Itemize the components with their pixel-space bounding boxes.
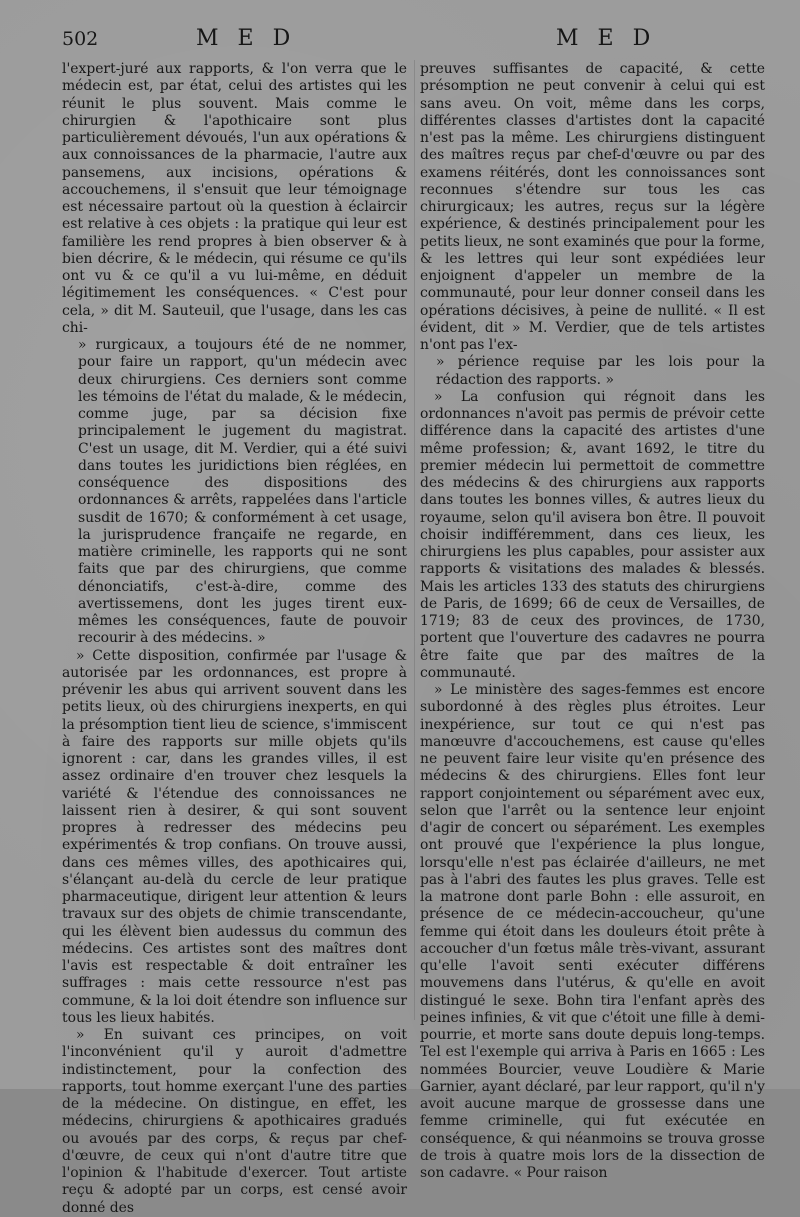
left-column [62,61,407,1216]
right-column [420,61,765,1181]
running-title-left: M E D [196,26,297,51]
quoted-paragraph: » rurgicaux, a toujours été de ne nommer, pour faire un rapport, qu'un médecin avec deux chirurgiens. Ces derniers sont comme les témoins de l'état du malade, & le médecin, comme juge, par sa décision fixe principalement le jugement du magistrat. C'est un usage, dit M. Verdier, qui a été suivi dans toutes les juridictions bien réglées, en conséquence des dispositions des ordonnances & arrêts, rappelées dans l'article susdit de 1670; & conformément à cet usage, la jurisprudence françaife ne regarde, en matière criminelle, les rapports qui ne sont faits que par des chirurgiens, que comme dénonciatifs, c'est-à-dire, comme des avertissemens, dont les juges tirent eux-mêmes les conséquences, faute de pouvoir recourir à des médecins. » [78,337,407,647]
running-header [0,24,800,54]
paragraph: l'expert-juré aux rapports, & l'on verra que le médecin est, par état, celui des artistes qui les réunit le plus souvent. Mais comme le chirurgien & l'apothicaire sont plus particulièrement dévoués, l'un aux opérations & aux connoissances de la pharmacie, l'autre aux pansemens, aux incisions, opérations & accouchemens, il s'ensuit que leur témoignage est nécessaire partout où la question à éclaircir est relative à ces objets : la pratique qui leur est familière les rend propres à bien observer & à bien décrire, & le médecin, qui résume ce qu'ils ont vu & ce qu'il a vu lui-même, en déduit légitimement les conséquences. « C'est pour cela, » dit M. Sauteuil, que l'usage, dans les cas chi- [62,61,407,336]
page-number: 502 [62,28,99,50]
column-gutter [414,60,415,1020]
paragraph: » La confusion qui régnoit dans les ordonnances n'avoit pas permis de prévoir cette différence dans la capacité des artistes d'une même profession; &, avant 1692, le titre du premier médecin lui permettoit de commettre des médecins & des chirurgiens aux rapports dans toutes les bonnes villes, & autres lieux du royaume, selon qu'il avisera bon être. Il pouvoit choisir indifféremment, dans ces lieux, les chirurgiens les plus capables, pour assister aux rapports & visitations des malades & blessés. Mais les articles 133 des statuts des chirurgiens de Paris, de 1699; 66 de ceux de Versailles, de 1719; 83 de ceux des provinces, de 1730, portent que l'ouverture des cadavres ne pourra être faite que par des maîtres de la communauté. [420,388,765,681]
quoted-paragraph: » périence requise par les lois pour la rédaction des rapports. » [436,354,765,388]
paragraph: » Le ministère des sages-femmes est encore subordonné à des règles plus étroites. Leur inexpérience, sur tout ce qui n'est pas manœuvre d'accouchemens, est cause qu'elles ne peuvent faire leur visite qu'en présence des médecins & des chirurgiens. Elles font leur rapport conjointement ou séparément avec eux, selon que l'arrêt ou la sentence leur enjoint d'agir de concert ou séparément. Les exemples ont prouvé que l'expérience la plus longue, lorsqu'elle n'est pas éclairée d'ailleurs, ne met pas à l'abri des fautes les plus graves. Telle est la matrone dont parle Bohn : elle assuroit, en présence de ce médecin-accoucheur, qu'une femme qui étoit dans les douleurs étoit prête à accoucher d'un fœtus mâle très-vivant, assurant qu'elle l'avoit senti exécuter différens mouvemens dans l'utérus, & qu'elle en avoit distingué le sexe. Bohn tira l'enfant après des peines infinies, & vit que c'étoit une fille à demi-pourrie, et morte sans doute depuis long-temps. Tel est l'exemple qui arriva à Paris en 1665 : Les nommées Bourcier, veuve Loudière & Marie Garnier, ayant déclaré, par leur rapport, qu'il n'y avoit aucune marque de grossesse dans une femme criminelle, qui fut exécutée en conséquence, & qui néanmoins se trouva grosse de trois à quatre mois lors de la dissection de son cadavre. « Pour raison [420,682,765,1181]
running-title-right: M E D [556,26,657,51]
paragraph: » En suivant ces principes, on voit l'inconvénient qu'il y auroit d'admettre indistinctement, pour la confection des rapports, tout homme exerçant l'une des parties de la médecine. On distingue, en effet, les médecins, chirurgiens & apothicaires gradués ou avoués par des corps, & reçus par chef-d'œuvre, de ceux qui n'ont d'autre titre que l'opinion & l'habitude d'exercer. Tout artiste reçu & adopté par un corps, est censé avoir donné des [62,1027,407,1216]
paragraph: preuves suffisantes de capacité, & cette présomption ne peut convenir à celui qui est sans aveu. On voit, même dans les corps, différentes classes d'artistes dont la capacité n'est pas la même. Les chirurgiens distinguent des maîtres reçus par chef-d'œuvre ou par des examens réitérés, dont les connoissances sont reconnues s'étendre sur tous les cas chirurgicaux; les autres, reçus sur la légère expérience, & destinés principalement pour les petits lieux, ne sont examinés que pour la forme, & les lettres qui leur sont expédiées leur enjoignent d'appeler un membre de la communauté, pour leur donner conseil dans les opérations décisives, à peine de nullité. « Il est évident, dit » M. Verdier, que de tels artistes n'ont pas l'ex- [420,61,765,353]
paragraph: » Cette disposition, confirmée par l'usage & autorisée par les ordonnances, est propre à prévenir les abus qui arrivent souvent dans les petits lieux, où des chirurgiens inexperts, en qui la présomption tient lieu de science, s'immiscent à faire des rapports sur mille objets qu'ils ignorent : car, dans les grandes villes, il est assez ordinaire d'en trouver chez lesquels la variété & l'étendue des connoissances ne laissent rien à desirer, & qui sont souvent propres à redresser des médecins peu expérimentés & trop confians. On trouve aussi, dans ces mêmes villes, des apothicaires qui, s'élançant au-delà du cercle de leur pratique pharmaceutique, dirigent leur attention & leurs travaux sur des objets de chimie transcendante, qui les élèvent bien audessus du commun des médecins. Ces artistes sont des maîtres dont l'avis est respectable & doit entraîner les suffrages : mais cette ressource n'est pas commune, & la loi doit étendre son influence sur tous les lieux habités. [62,647,407,1026]
